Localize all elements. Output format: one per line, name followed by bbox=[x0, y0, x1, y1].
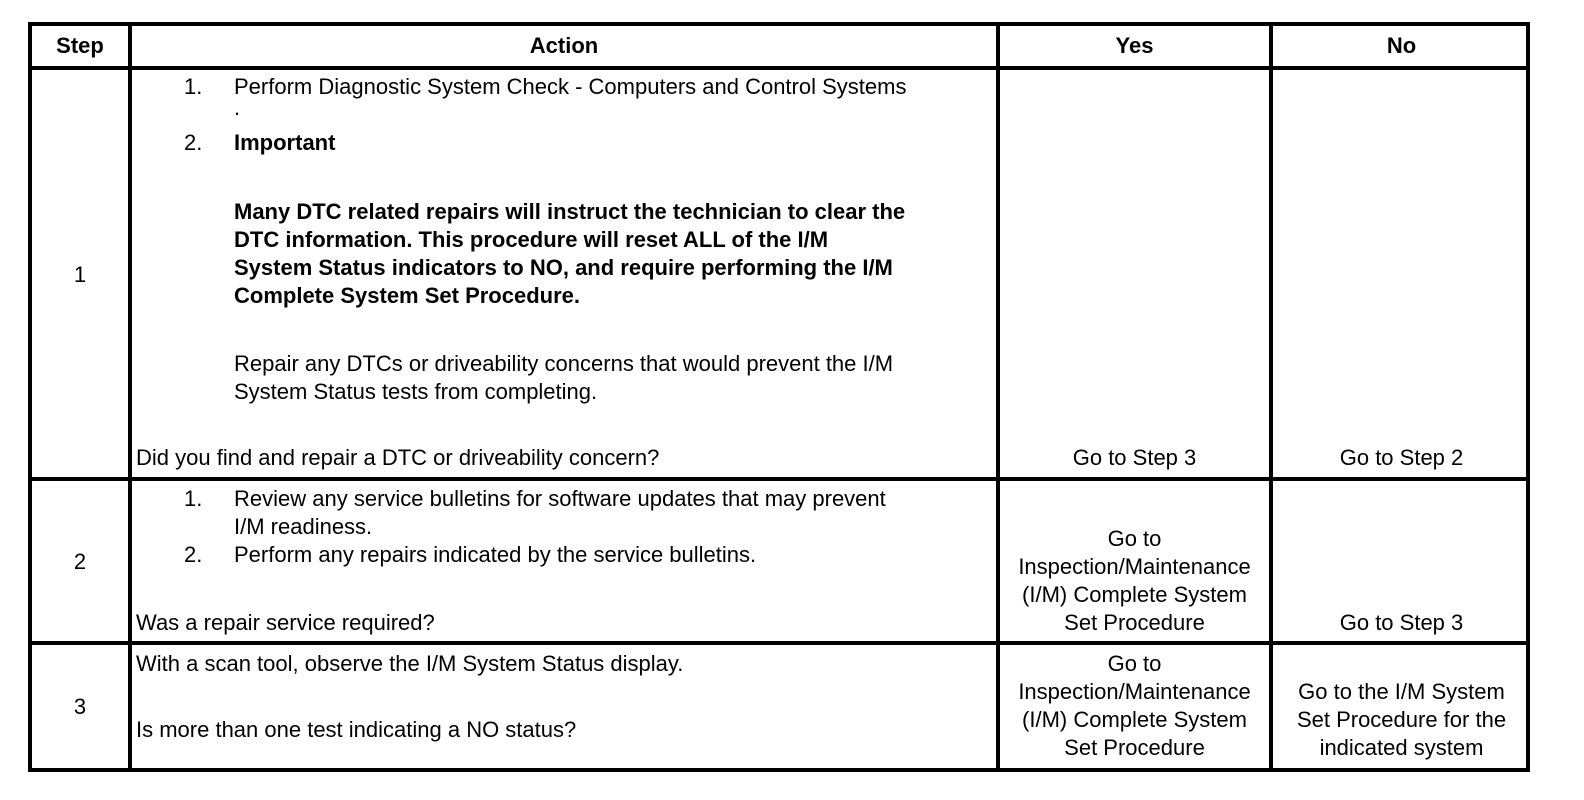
yes-result-line: Inspection/Maintenance bbox=[1018, 679, 1251, 704]
warning-line: Many DTC related repairs will instruct the technician to clear the bbox=[234, 199, 906, 224]
body-line: System Status tests from completing. bbox=[234, 379, 598, 404]
step-number-3: 3 bbox=[73, 694, 87, 719]
no-result: Go to Step 3 bbox=[1339, 610, 1464, 635]
question-text: Is more than one test indicating a NO status? bbox=[136, 717, 577, 742]
list-number: 2. bbox=[184, 542, 203, 567]
header-step: Step bbox=[56, 33, 104, 58]
list-item-text: Perform Diagnostic System Check - Computers and Control Systems bbox=[234, 74, 907, 99]
instruction-text: With a scan tool, observe the I/M System Status display. bbox=[136, 651, 684, 676]
important-label: Important bbox=[234, 130, 336, 155]
row-divider-1 bbox=[32, 477, 1526, 481]
column-divider-yes bbox=[1269, 26, 1273, 768]
header-divider bbox=[32, 66, 1526, 70]
yes-result-line: Inspection/Maintenance bbox=[1018, 554, 1251, 579]
no-result-line: indicated system bbox=[1319, 735, 1484, 760]
yes-result-line: Set Procedure bbox=[1064, 610, 1205, 635]
list-item-trailer: . bbox=[234, 95, 241, 120]
warning-line: DTC information. This procedure will reset ALL of the I/M bbox=[234, 227, 829, 252]
yes-result-line: Go to bbox=[1107, 651, 1162, 676]
body-line: Repair any DTCs or driveability concerns that would prevent the I/M bbox=[234, 351, 894, 376]
yes-result-line: Set Procedure bbox=[1064, 735, 1205, 760]
question-text: Did you find and repair a DTC or driveability concern? bbox=[136, 445, 660, 470]
header-no: No bbox=[1386, 33, 1417, 58]
step-number-1: 1 bbox=[73, 262, 87, 287]
yes-result-line: (I/M) Complete System bbox=[1022, 582, 1247, 607]
row-divider-2 bbox=[32, 641, 1526, 645]
yes-result-line: (I/M) Complete System bbox=[1022, 707, 1247, 732]
no-result-line: Set Procedure for the bbox=[1296, 707, 1507, 732]
warning-line: Complete System Set Procedure. bbox=[234, 283, 581, 308]
list-number: 1. bbox=[184, 486, 203, 511]
list-item-text: I/M readiness. bbox=[234, 514, 373, 539]
diagnostic-table bbox=[28, 22, 1530, 772]
column-divider-step bbox=[128, 26, 132, 768]
header-action: Action bbox=[529, 33, 599, 58]
no-result: Go to Step 2 bbox=[1339, 445, 1464, 470]
header-yes: Yes bbox=[1115, 33, 1154, 58]
list-number: 1. bbox=[184, 74, 203, 99]
yes-result: Go to Step 3 bbox=[1072, 445, 1197, 470]
question-text: Was a repair service required? bbox=[136, 610, 435, 635]
yes-result-line: Go to bbox=[1107, 526, 1162, 551]
step-number-2: 2 bbox=[73, 549, 87, 574]
no-result-line: Go to the I/M System bbox=[1298, 679, 1505, 704]
list-item-text: Review any service bulletins for software updates that may prevent bbox=[234, 486, 886, 511]
warning-line: System Status indicators to NO, and require performing the I/M bbox=[234, 255, 893, 280]
list-item-text: Perform any repairs indicated by the service bulletins. bbox=[234, 542, 757, 567]
list-number: 2. bbox=[184, 130, 203, 155]
